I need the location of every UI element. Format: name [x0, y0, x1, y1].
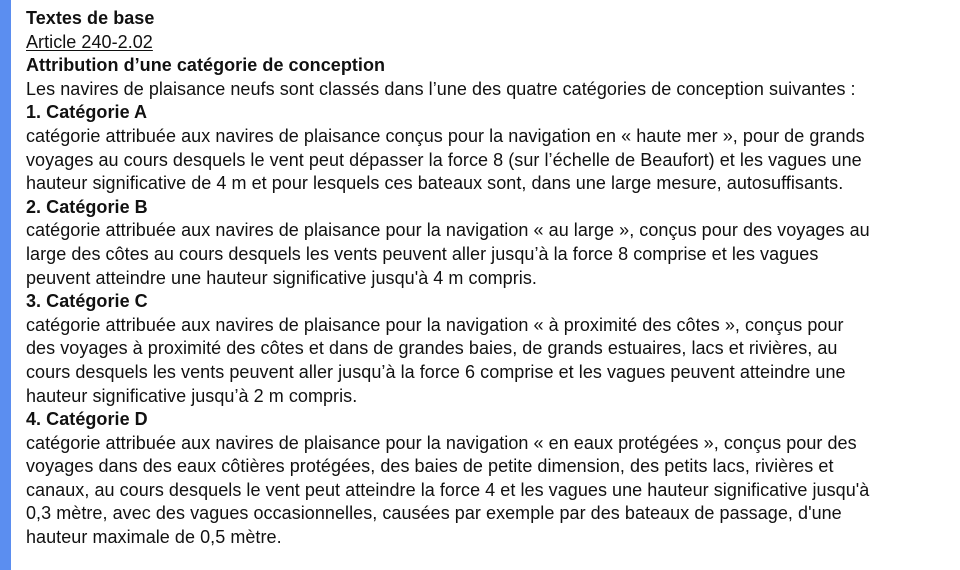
article-heading: Attribution d’une catégorie de conception	[26, 55, 386, 76]
intro-paragraph: Les navires de plaisance neufs sont classés dans l’une des quatre catégories de conception suivantes :	[26, 78, 856, 99]
section-title: Textes de base	[26, 8, 155, 28]
category-text-line: cours desquels les vents peuvent aller jusqu’à la force 6 comprise et les vagues peuvent atteindre une	[26, 361, 846, 382]
category-text-line: 0,3 mètre, avec des vagues occasionnelles, causées par exemple par des bateaux de passage, d'une	[26, 503, 842, 524]
article-link[interactable]: Article 240-2.02	[26, 31, 153, 52]
category-text-line: catégorie attribuée aux navires de plaisance pour la navigation « au large », conçus pour des voyages au	[26, 220, 870, 241]
left-accent-bar	[0, 0, 11, 570]
category-b	[26, 196, 954, 290]
category-c	[26, 290, 954, 408]
category-title: 4. Catégorie D	[26, 409, 148, 430]
category-title: 2. Catégorie B	[26, 196, 148, 217]
category-text-line: catégorie attribuée aux navires de plaisance conçus pour la navigation en « haute mer », pour de grands	[26, 125, 865, 146]
category-text-line: canaux, au cours desquels le vent peut atteindre la force 4 et les vagues une hauteur significative jusqu'à	[26, 479, 870, 500]
category-text-line: hauteur maximale de 0,5 mètre.	[26, 527, 282, 548]
category-text-line: des voyages à proximité des côtes et dans de grandes baies, de grands estuaires, lacs et rivières, au	[26, 338, 838, 359]
category-d	[26, 408, 954, 550]
document-body	[26, 7, 954, 550]
category-text-line: voyages au cours desquels le vent peut dépasser la force 8 (sur l’échelle de Beaufort) et les vagues une	[26, 149, 862, 170]
category-text-line: catégorie attribuée aux navires de plaisance pour la navigation « à proximité des côtes », conçus pour	[26, 314, 844, 335]
category-text-line: hauteur significative jusqu’à 2 m compris.	[26, 385, 358, 406]
category-text-line: hauteur significative de 4 m et pour lesquels ces bateaux sont, dans une large mesure, autosuffisants.	[26, 173, 844, 194]
category-title: 3. Catégorie C	[26, 291, 148, 312]
category-text-line: peuvent atteindre une hauteur significative jusqu'à 4 m compris.	[26, 267, 537, 288]
category-a	[26, 101, 954, 195]
category-text-line: catégorie attribuée aux navires de plaisance pour la navigation « en eaux protégées », conçus pour des	[26, 432, 857, 453]
category-title: 1. Catégorie A	[26, 102, 148, 123]
category-text-line: voyages dans des eaux côtières protégées, des baies de petite dimension, des petits lacs, rivières et	[26, 456, 834, 477]
category-text-line: large des côtes au cours desquels les vents peuvent aller jusqu’à la force 8 comprise et les vagues	[26, 243, 819, 264]
